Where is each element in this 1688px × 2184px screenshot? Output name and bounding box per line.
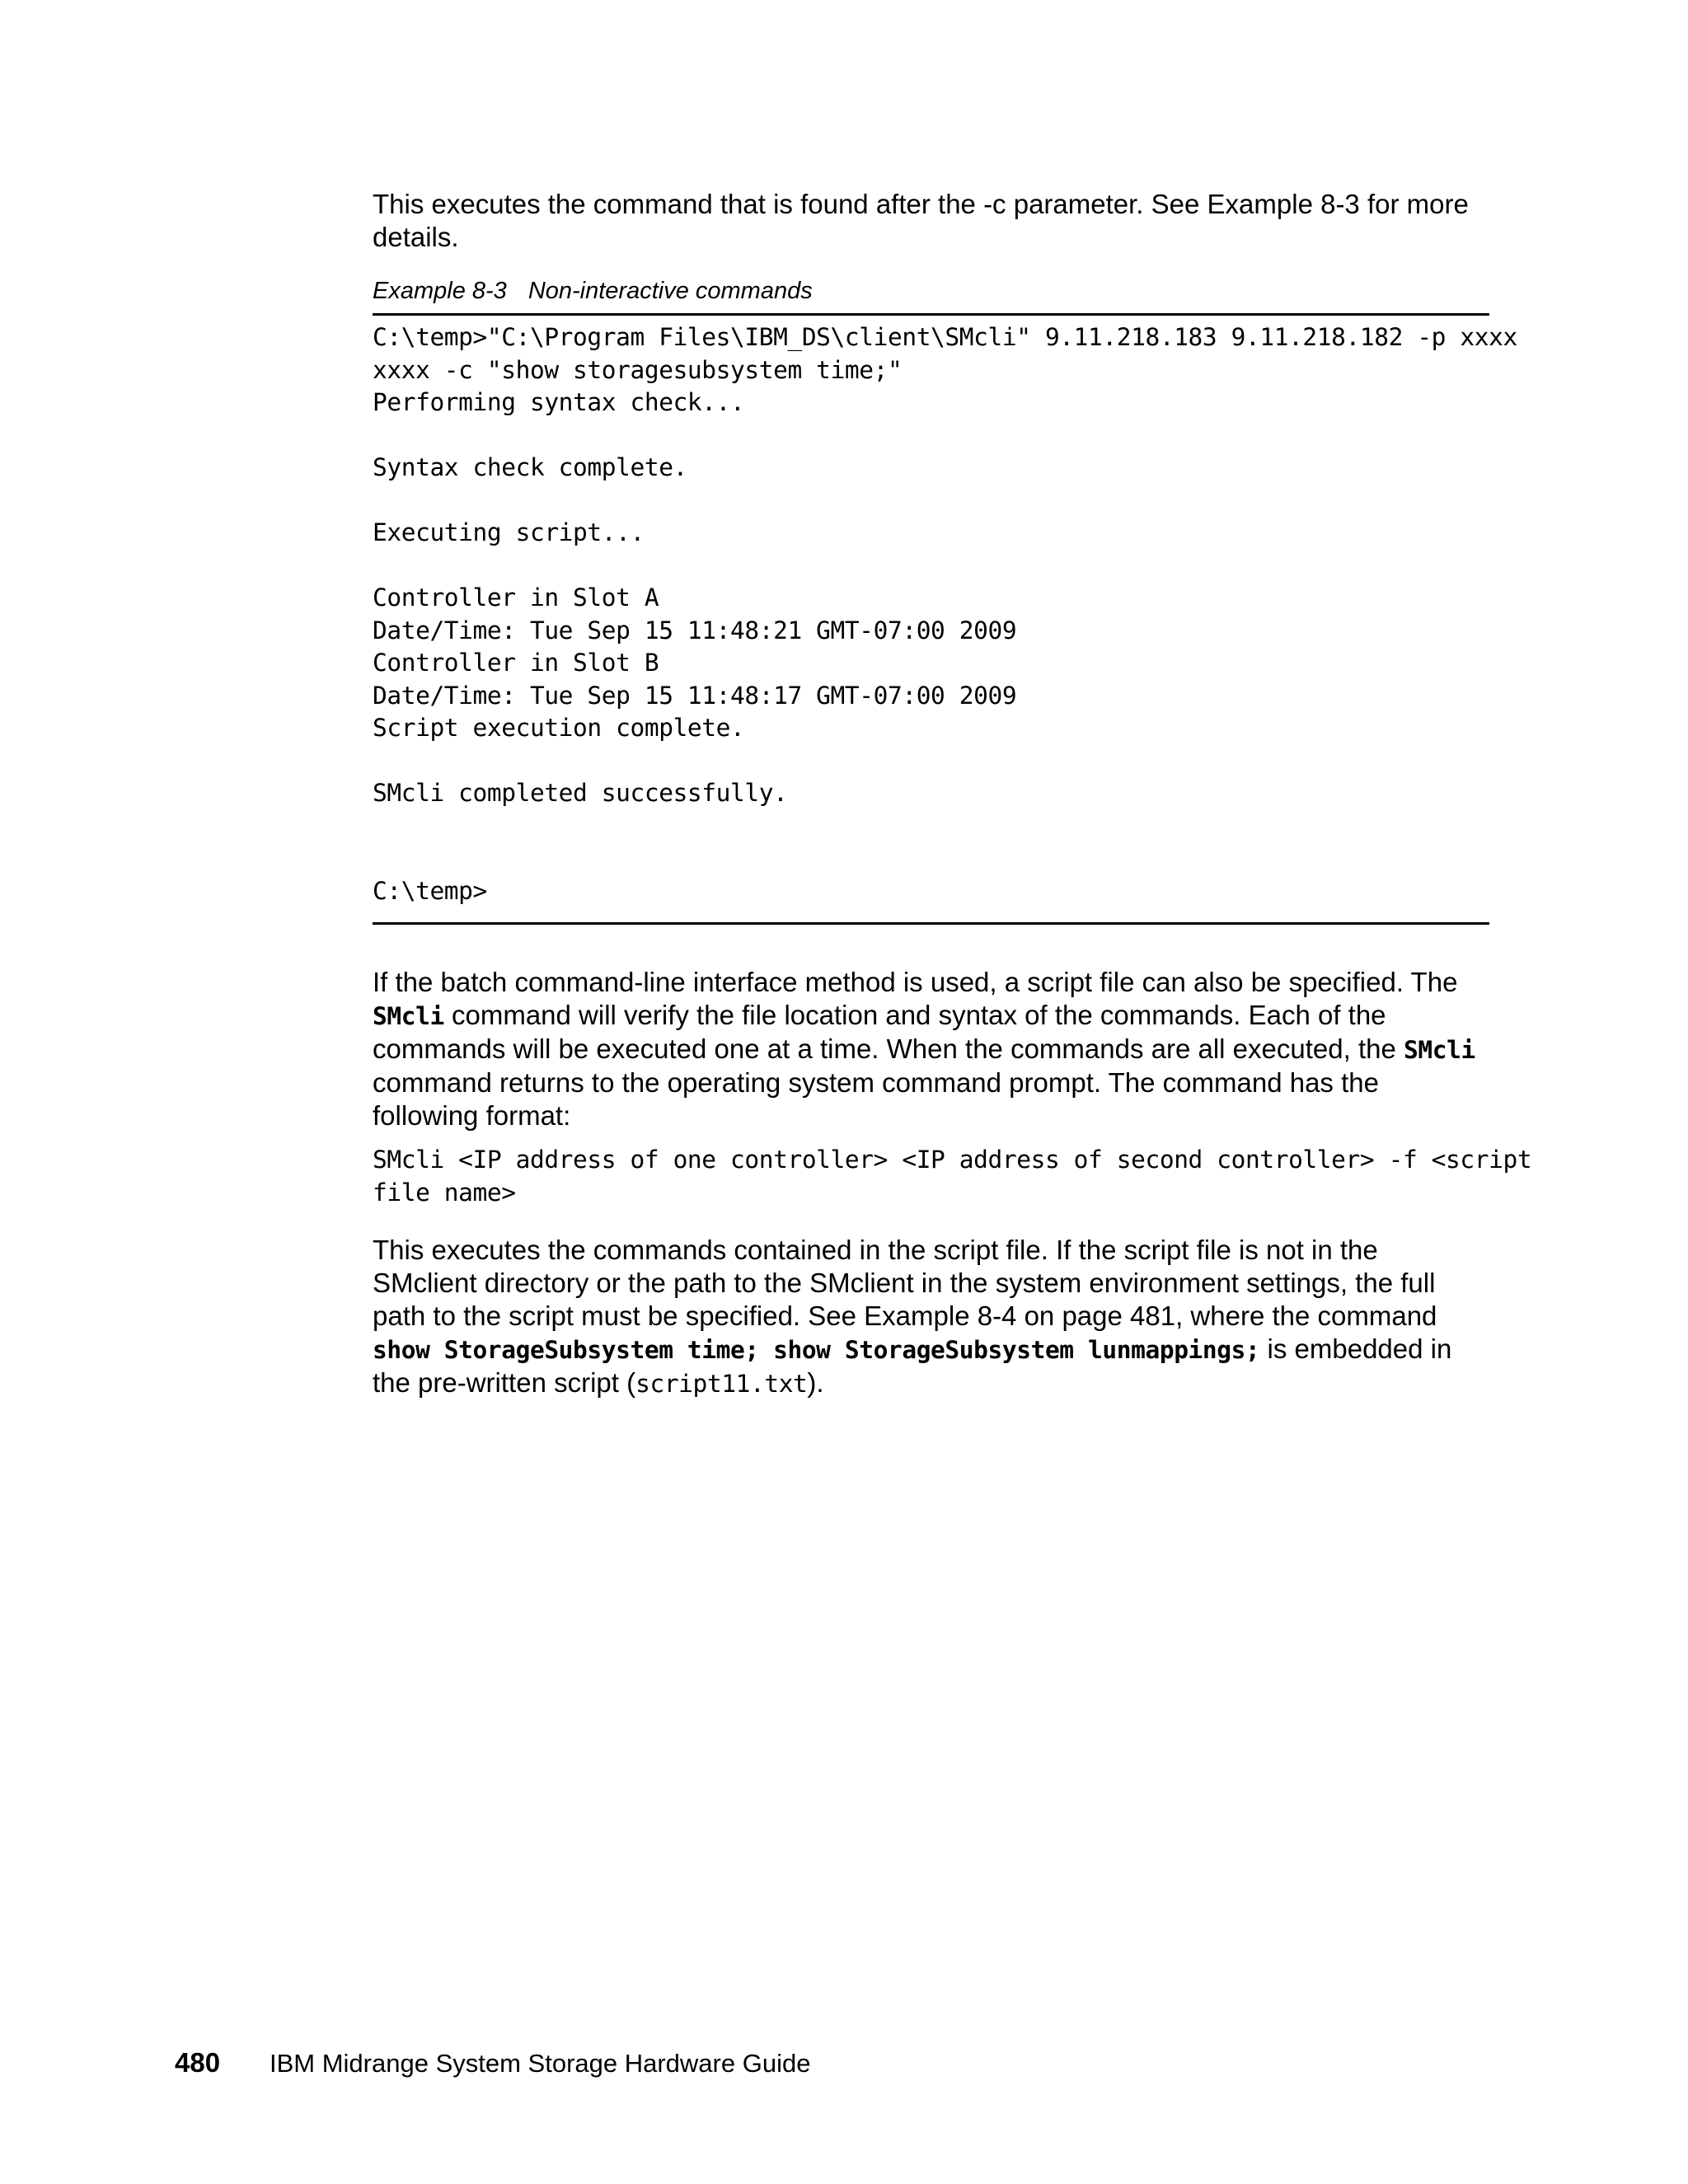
format-code-block: SMcli <IP address of one controller> <IP address of second controller> -f <script file name> [373, 1146, 1532, 1207]
script-text-2: is embedded in the pre-written script ( [373, 1333, 1452, 1398]
batch-text-3: command returns to the operating system command prompt. The command has the following format: [373, 1067, 1379, 1131]
batch-cmd-2: SMcli [1404, 1036, 1475, 1064]
book-title: IBM Midrange System Storage Hardware Guide [270, 2049, 811, 2078]
script-file-name: script11.txt [635, 1370, 808, 1398]
page-footer [175, 2046, 810, 2080]
example-caption [373, 277, 1489, 305]
script-text-3: ). [807, 1367, 824, 1398]
example-top-rule [373, 313, 1489, 316]
intro-paragraph: This executes the command that is found after the -c parameter. See Example 8-3 for more details. [373, 189, 1469, 252]
script-paragraph [373, 1234, 1489, 1400]
script-cmd: show StorageSubsystem time; show StorageSubsystem lunmappings; [373, 1336, 1260, 1364]
batch-text-2: command will verify the file location and syntax of the commands. Each of the commands will be executed one at a time. When the commands are all executed, the [373, 1000, 1404, 1064]
example-label: Example 8-3 [373, 278, 507, 304]
batch-text-1: If the batch command-line interface method is used, a script file can also be specified. The [373, 967, 1458, 997]
page-content [373, 188, 1532, 1400]
example-title: Non-interactive commands [528, 278, 813, 304]
page-number: 480 [175, 2047, 221, 2078]
example-code-block: C:\temp>"C:\Program Files\IBM_DS\client\SMcli" 9.11.218.183 9.11.218.182 -p xxxx xxxx -c "show storagesubsystem time;" Performing syntax check... Syntax check complete. Executing script... Controller in Slot A Date/Time: Tue Sep 15 11:48:21 GMT-07:00 2009 Controller in Slot B Date/Time: Tue Sep 15 11:48:17 GMT-07:00 2009 Script execution complete. SMcli completed successfully. C:\temp> [373, 323, 1517, 905]
batch-cmd-1: SMcli [373, 1002, 444, 1030]
batch-paragraph [373, 966, 1489, 1132]
script-text-1: This executes the commands contained in the script file. If the script file is not in the SMclient directory or the path to the SMclient in the system environment settings, the full path to the script must be specified. See Example 8-4 on page 481, where the command [373, 1235, 1437, 1331]
example-bottom-rule [373, 922, 1489, 925]
